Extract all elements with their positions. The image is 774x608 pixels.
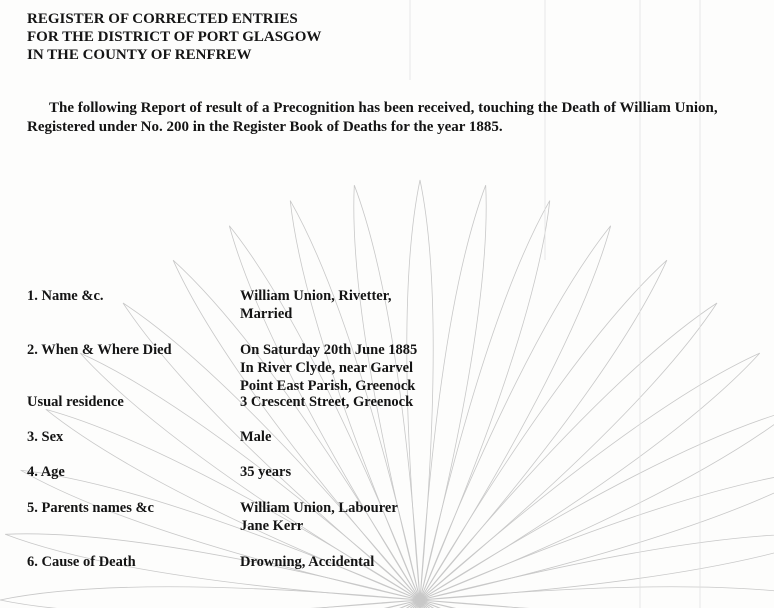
field-value-sex: Male [240,429,272,445]
header-line-3: IN THE COUNTY OF RENFREW [27,47,252,63]
document-header [27,10,321,64]
field-value-parents: William Union, Labourer Jane Kerr [240,500,398,534]
field-value-residence: 3 Crescent Street, Greenock [240,394,414,410]
field-label-when-where: 2. When & Where Died [27,342,172,358]
field-value-cause: Drowning, Accidental [240,554,375,570]
field-label-sex: 3. Sex [27,429,64,445]
field-label-age: 4. Age [27,464,65,480]
header-line-2: FOR THE DISTRICT OF PORT GLASGOW [27,29,322,45]
field-label-cause: 6. Cause of Death [27,554,136,570]
intro-line-1: The following Report of result of a Precognition has been received, touching the Death of William Union, [49,100,718,116]
intro-line-2: Registered under No. 200 in the Register Book of Deaths for the year 1885. [27,119,503,135]
field-value-when-where: On Saturday 20th June 1885 In River Clyde, near Garvel Point East Parish, Greenock [240,342,418,394]
field-label-residence: Usual residence [27,394,124,410]
intro-paragraph [27,99,767,137]
field-value-age: 35 years [240,464,292,480]
field-label-parents: 5. Parents names &c [27,500,154,516]
field-label-name: 1. Name &c. [27,288,104,304]
field-value-name: William Union, Rivetter, Married [240,288,392,322]
header-line-1: REGISTER OF CORRECTED ENTRIES [27,11,298,27]
